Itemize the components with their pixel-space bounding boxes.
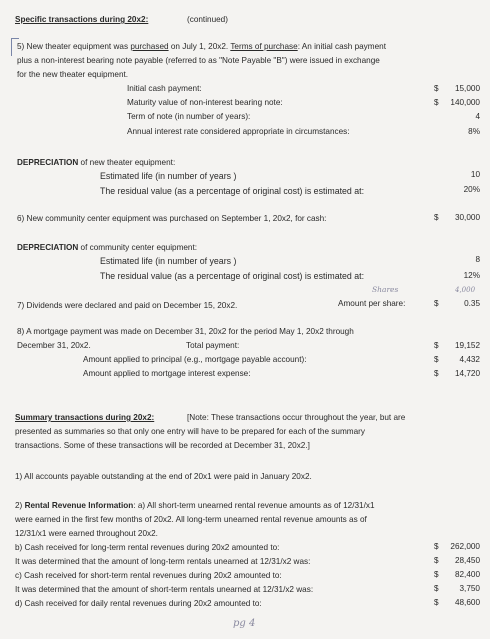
rental-row-label: b) Cash received for long-term rental revenues during 20x2 amounted to: bbox=[15, 543, 280, 552]
dep2-residual-value: 12% bbox=[463, 271, 480, 280]
item5-row-value: 8% bbox=[468, 127, 480, 136]
item7-text: 7) Dividends were declared and paid on December 15, 20x2. bbox=[17, 301, 238, 310]
item5-text-b: on July 1, 20x2. bbox=[168, 42, 231, 51]
item6-text: 6) New community center equipment was purchased on September 1, 20x2, for cash: bbox=[17, 214, 327, 223]
item8-row-dollar: $ bbox=[434, 369, 439, 378]
item5-row-dollar: $ bbox=[434, 98, 439, 107]
item8-line2: December 31, 20x2. bbox=[17, 341, 91, 350]
summary-item2-prefix: 2) bbox=[15, 501, 25, 510]
rental-row-dollar: $ bbox=[434, 542, 439, 551]
rental-revenue-heading: Rental Revenue Information bbox=[24, 501, 134, 510]
item8-row-dollar: $ bbox=[434, 355, 439, 364]
dep1-life-value: 10 bbox=[470, 170, 480, 179]
item8-line1: 8) A mortgage payment was made on December 31, 20x2 for the period May 1, 20x2 through bbox=[17, 327, 354, 336]
item5-row-dollar: $ bbox=[434, 84, 439, 93]
dep1-heading-bold: DEPRECIATION bbox=[17, 158, 79, 167]
dep1-residual-label: The residual value (as a percentage of original cost) is estimated at: bbox=[100, 186, 365, 196]
rental-row-value: 48,600 bbox=[454, 598, 480, 607]
item5-line3: for the new theater equipment. bbox=[17, 70, 129, 79]
dep1-heading-rest: of new theater equipment: bbox=[78, 158, 176, 167]
dep2-heading bbox=[17, 243, 197, 252]
continued-label: (continued) bbox=[187, 15, 228, 24]
rental-row-value: 262,000 bbox=[450, 542, 480, 551]
rental-row-label: d) Cash received for daily rental revenues during 20x2 amounted to: bbox=[15, 599, 262, 608]
summary-title: Summary transactions during 20x2: bbox=[15, 413, 155, 422]
summary-item2-line3: 12/31/x1 were earned throughout 20x2. bbox=[15, 529, 158, 538]
dep2-heading-bold: DEPRECIATION bbox=[17, 243, 79, 252]
dep2-residual-label: The residual value (as a percentage of original cost) is estimated at: bbox=[100, 271, 365, 281]
summary-item1-text: 1) All accounts payable outstanding at the end of 20x1 were paid in January 20x2. bbox=[15, 472, 312, 481]
item5-text-c: : An initial cash payment bbox=[297, 42, 386, 51]
summary-note-line1: [Note: These transactions occur throughout the year, but are bbox=[187, 413, 406, 422]
item5-row-label: Term of note (in number of years): bbox=[127, 112, 251, 121]
item8-row-dollar: $ bbox=[434, 341, 439, 350]
item6-dollar: $ bbox=[434, 213, 439, 222]
item5-row-label: Initial cash payment: bbox=[127, 84, 202, 93]
rental-row-dollar: $ bbox=[434, 598, 439, 607]
summary-item2-line2: were earned in the first few months of 20x2. All long-term unearned rental revenue amounts as of bbox=[15, 515, 367, 524]
rental-row-dollar: $ bbox=[434, 570, 439, 579]
rental-row-label: c) Cash received for short-term rental revenues during 20x2 amounted to: bbox=[15, 571, 282, 580]
item5-purchased: purchased bbox=[130, 42, 169, 51]
rental-row-dollar: $ bbox=[434, 584, 439, 593]
item8-row-value: 14,720 bbox=[454, 369, 480, 378]
item5-row-label: Maturity value of non-interest bearing note: bbox=[127, 98, 283, 107]
item7-dollar: $ bbox=[434, 299, 439, 308]
dep1-life-label: Estimated life (in number of years ) bbox=[100, 171, 237, 181]
summary-note-line2: presented as summaries so that only one entry will have to be prepared for each of the summary bbox=[15, 427, 365, 436]
handwritten-share-count: 4,000 bbox=[455, 286, 476, 294]
dep2-life-label: Estimated life (in number of years ) bbox=[100, 256, 237, 266]
item5-text-a: 5) New theater equipment was bbox=[17, 42, 131, 51]
item7-value: 0.35 bbox=[464, 299, 480, 308]
item8-row-label: Total payment: bbox=[186, 341, 240, 350]
rental-row-label: It was determined that the amount of long-term rentals unearned at 12/31/x2 was: bbox=[15, 557, 311, 566]
handwritten-page-number: pg 4 bbox=[233, 618, 256, 629]
page-title: Specific transactions during 20x2: bbox=[15, 15, 149, 24]
summary-item2-line1-rest: : a) All short-term unearned rental revenue amounts as of 12/31/x1 bbox=[133, 501, 375, 510]
item5-row-value: 4 bbox=[475, 112, 480, 121]
dep1-residual-value: 20% bbox=[463, 185, 480, 194]
item5-line1 bbox=[17, 42, 386, 51]
summary-item2-line1 bbox=[15, 501, 375, 510]
item5-row-value: 140,000 bbox=[450, 98, 480, 107]
item8-row-label: Amount applied to mortgage interest expense: bbox=[83, 369, 251, 378]
summary-note-line3: transactions. Some of these transactions will be recorded at December 31, 20x2.] bbox=[15, 441, 310, 450]
handwritten-shares: Shares bbox=[372, 285, 399, 294]
rental-row-dollar: $ bbox=[434, 556, 439, 565]
dep2-heading-rest: of community center equipment: bbox=[78, 243, 198, 252]
dep1-heading bbox=[17, 158, 175, 167]
item5-terms-of-purchase: Terms of purchase bbox=[230, 42, 298, 51]
item5-row-value: 15,000 bbox=[454, 84, 480, 93]
item7-label: Amount per share: bbox=[338, 299, 406, 308]
item8-row-label: Amount applied to principal (e.g., mortgage payable account): bbox=[83, 355, 307, 364]
rental-row-value: 28,450 bbox=[454, 556, 480, 565]
rental-row-label: It was determined that the amount of short-term rentals unearned at 12/31/x2 was: bbox=[15, 585, 314, 594]
item8-row-value: 4,432 bbox=[459, 355, 480, 364]
item5-line2: plus a non-interest bearing note payable (referred to as "Note Payable "B") were issued in exchange bbox=[17, 56, 380, 65]
item6-value: 30,000 bbox=[454, 213, 480, 222]
rental-row-value: 82,400 bbox=[454, 570, 480, 579]
item8-row-value: 19,152 bbox=[454, 341, 480, 350]
rental-row-value: 3,750 bbox=[459, 584, 480, 593]
item5-row-label: Annual interest rate considered appropriate in circumstances: bbox=[127, 127, 350, 136]
dep2-life-value: 8 bbox=[475, 255, 480, 264]
